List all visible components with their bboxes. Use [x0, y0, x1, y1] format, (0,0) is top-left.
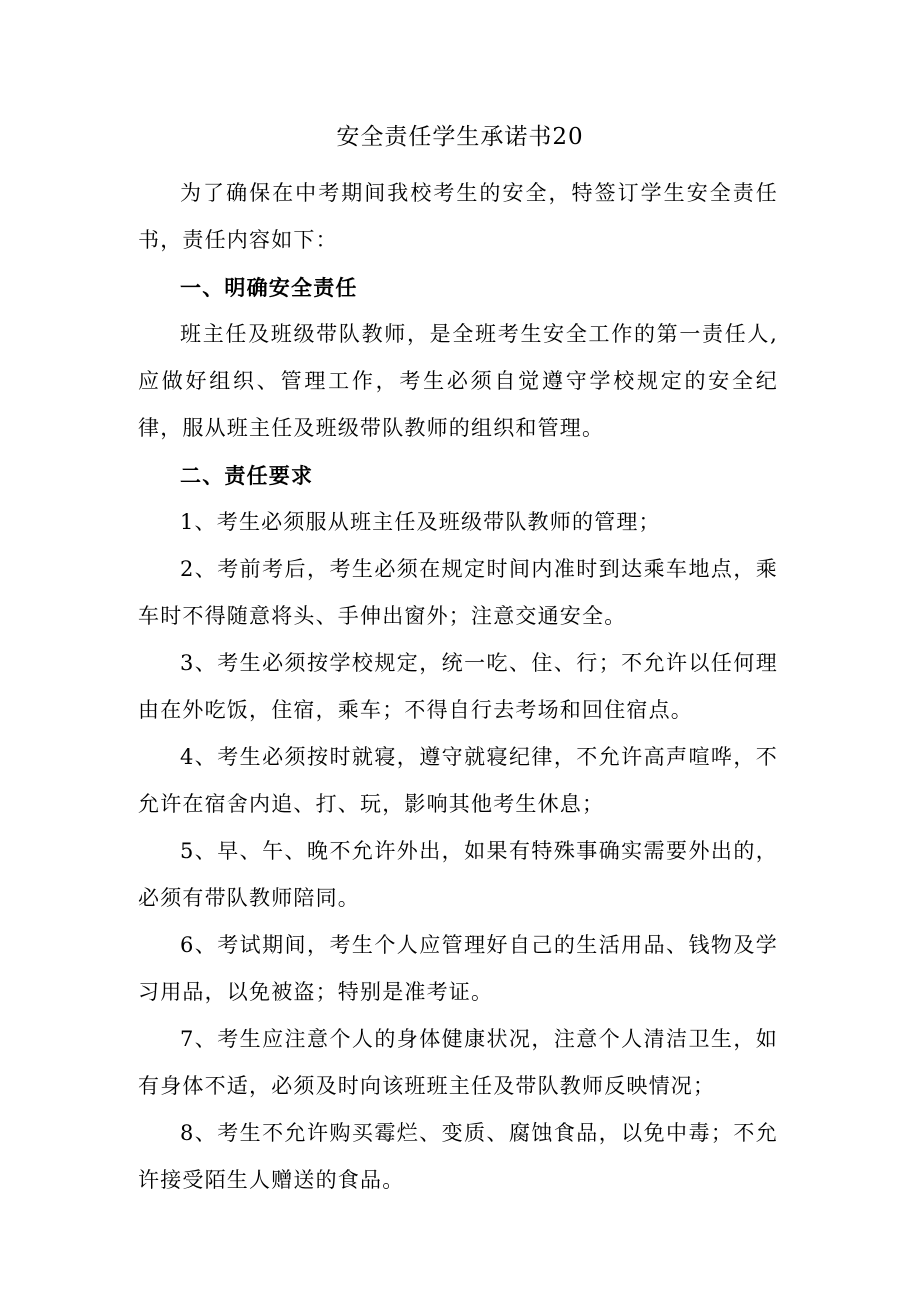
document-body [138, 170, 778, 1204]
requirement-item-8: 8、考生不允许购买霉烂、变质、腐蚀食品，以免中毒；不允许接受陌生人赠送的食品。 [138, 1121, 778, 1192]
requirement-item-5: 5、早、午、晚不允许外出，如果有特殊事确实需要外出的，必须有带队教师陪同。 [138, 839, 778, 910]
requirement-item-4: 4、考生必须按时就寝，遵守就寝纪律，不允许高声喧哗，不允许在宿舍内追、打、玩，影响其他考生休息； [138, 745, 778, 816]
requirement-item-6: 6、考试期间，考生个人应管理好自己的生活用品、钱物及学习用品，以免被盗；特别是准考证。 [138, 933, 778, 1004]
section-1-heading: 一、明确安全责任 [180, 275, 358, 300]
requirement-item-3: 3、考生必须按学校规定，统一吃、住、行；不允许以任何理由在外吃饭，住宿，乘车；不得自行去考场和回住宿点。 [138, 651, 778, 722]
section-1-body: 班主任及班级带队教师，是全班考生安全工作的第一责任人,应做好组织、管理工作，考生必须自觉遵守学校规定的安全纪律，服从班主任及班级带队教师的组织和管理。 [138, 322, 778, 440]
intro-paragraph: 为了确保在中考期间我校考生的安全，特签订学生安全责任书，责任内容如下： [138, 181, 778, 252]
requirement-item-2: 2、考前考后，考生必须在规定时间内准时到达乘车地点，乘车时不得随意将头、手伸出窗外；注意交通安全。 [138, 557, 778, 628]
section-2-heading: 二、责任要求 [180, 463, 314, 488]
requirement-item-1: 1、考生必须服从班主任及班级带队教师的管理； [180, 510, 661, 534]
requirement-item-7: 7、考生应注意个人的身体健康状况，注意个人清洁卫生，如有身体不适，必须及时向该班班主任及带队教师反映情况； [138, 1027, 778, 1098]
document-title: 安全责任学生承诺书20 [336, 124, 584, 150]
